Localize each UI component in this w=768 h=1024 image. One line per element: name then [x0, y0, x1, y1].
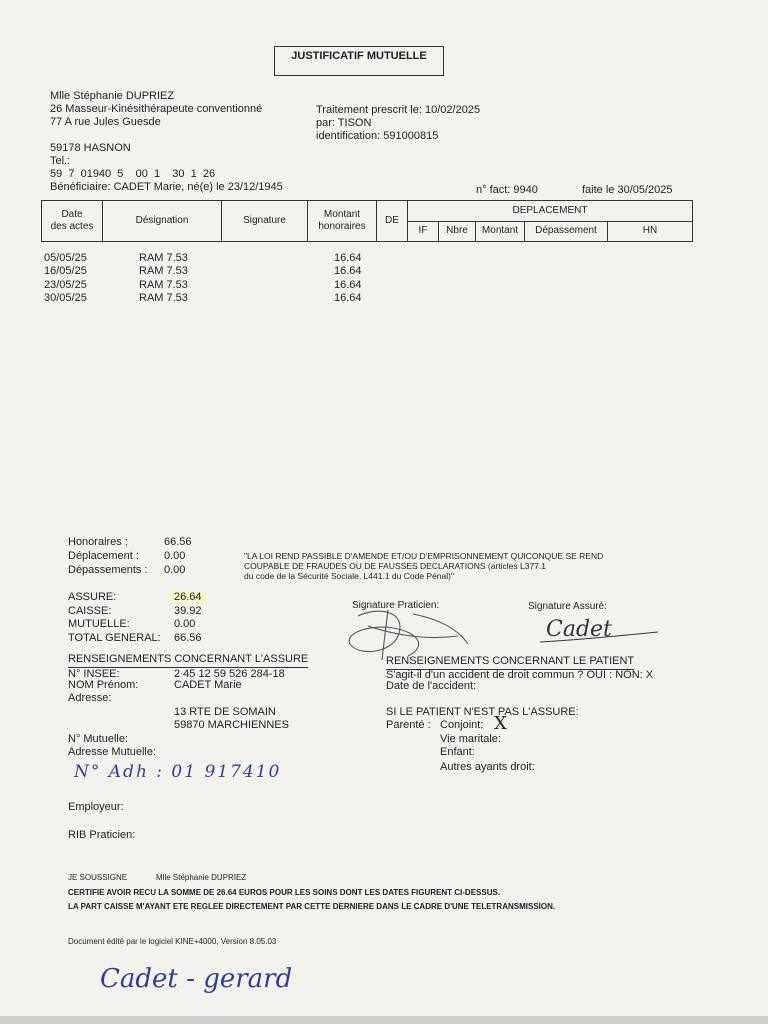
practitioner-name: Mlle Stéphanie DUPRIEZ — [50, 90, 175, 102]
depassements-value: 0.00 — [164, 564, 186, 576]
col-designation: Désignation — [103, 201, 222, 242]
certification-name: Mlle Stéphanie DUPRIEZ — [156, 873, 247, 882]
deplacement-value: 0.00 — [164, 550, 186, 562]
assure-label: ASSURE: — [68, 591, 117, 603]
col-deplacement: DEPLACEMENT — [408, 201, 693, 222]
rib-label: RIB Praticien: — [68, 829, 136, 841]
handwritten-footer: Cadet - gerard — [100, 964, 293, 994]
col-if: IF — [408, 221, 439, 242]
assure-value: 26.64 — [170, 591, 206, 604]
mutuelle-label: MUTUELLE: — [68, 618, 130, 630]
legal-line-3: du code de la Sécurité Sociale, L441.1 du Code Pénal)" — [244, 571, 454, 581]
act-date: 23/05/25 — [44, 279, 87, 291]
col-montant: Montant honoraires — [308, 201, 377, 242]
certification-line-1: CERTIFIE AVOIR RECU LA SOMME DE 26.64 EUROS POUR LES SOINS DONT LES DATES FIGURENT CI-DESSUS. — [68, 888, 501, 897]
signature-praticien-label: Signature Praticien: — [352, 600, 440, 611]
col-montant-deplacement: Montant — [476, 221, 525, 242]
name-value: CADET Marie — [174, 679, 242, 691]
software-note: Document édité par le logiciel KINE+4000, Version 8.05.03 — [68, 937, 277, 946]
act-amount: 16.64 — [334, 265, 362, 277]
not-insured-heading: SI LE PATIENT N'EST PAS L'ASSURE: — [386, 706, 579, 718]
act-amount: 16.64 — [334, 252, 362, 264]
insured-heading: RENSEIGNEMENTS CONCERNANT L'ASSURE — [68, 653, 308, 668]
caisse-label: CAISSE: — [68, 605, 112, 617]
act-date: 30/05/25 — [44, 292, 87, 304]
patient-heading: RENSEIGNEMENTS CONCERNANT LE PATIENT — [386, 655, 634, 670]
certification-line-2: LA PART CAISSE M'AYANT ETE REGLEE DIRECTEMENT PAR CETTE DERNIERE DANS LE CADRE D'UNE TELETRANSMISSION. — [68, 902, 556, 911]
vie-maritale-label: Vie maritale: — [440, 733, 501, 745]
scan-edge — [0, 1016, 768, 1024]
act-amount: 16.64 — [334, 279, 362, 291]
total-label: TOTAL GENERAL: — [68, 632, 161, 644]
practitioner-city: 59178 HASNON — [50, 142, 131, 154]
col-hn: HN — [608, 221, 693, 242]
signature-assure-label: Signature Assuré: — [528, 601, 607, 612]
document-title: JUSTIFICATIF MUTUELLE — [274, 46, 444, 76]
act-designation: RAM 7.53 — [139, 292, 188, 304]
assure-signature-stroke-icon — [538, 630, 660, 646]
col-de: DE — [377, 201, 408, 242]
address-street: 13 RTE DE SOMAIN — [174, 706, 276, 718]
acts-table-header — [41, 200, 693, 242]
act-designation: RAM 7.53 — [139, 279, 188, 291]
caisse-value: 39.92 — [174, 605, 202, 617]
parente-label: Parenté : — [386, 719, 431, 731]
legal-line-1: "LA LOI REND PASSIBLE D'AMENDE ET/OU D'EMPRISONNEMENT QUICONQUE SE REND — [244, 551, 604, 561]
legal-line-2: COUPABLE DE FRAUDES OU DE FAUSSES DECLARATIONS (articles L377.1 — [244, 561, 546, 571]
beneficiary-line: Bénéficiaire: CADET Marie, né(e) le 23/12/1945 — [50, 181, 283, 193]
assure-signature: Cadet — [546, 617, 612, 642]
act-designation: RAM 7.53 — [139, 252, 188, 264]
insee-value: 2 45 12 59 526 284-18 — [174, 668, 285, 680]
practitioner-profession: 26 Masseur-Kinésithérapeute conventionné — [50, 103, 263, 115]
autres-label: Autres ayants droit: — [440, 761, 535, 773]
accident-question: S'agit-il d'un accident de droit commun ? OUI : NON: X — [386, 669, 654, 681]
col-date: Date des actes — [42, 201, 103, 242]
depassements-label: Dépassements : — [68, 564, 148, 576]
honoraires-label: Honoraires : — [68, 536, 128, 548]
employer-label: Employeur: — [68, 801, 124, 813]
prescription-identification: identification: 591000815 — [316, 130, 439, 142]
enfant-label: Enfant: — [440, 746, 475, 758]
col-signature: Signature — [222, 201, 308, 242]
prescription-date: Traitement prescrit le: 10/02/2025 — [316, 104, 481, 116]
act-date: 05/05/25 — [44, 252, 87, 264]
address-city: 59870 MARCHIENNES — [174, 719, 289, 731]
practitioner-tel-label: Tel.: — [50, 155, 71, 167]
practitioner-code: 59 7 01940 5 00 1 30 1 26 — [50, 168, 216, 180]
act-amount: 16.64 — [334, 292, 362, 304]
accident-date-label: Date de l'accident: — [386, 680, 477, 692]
deplacement-label: Déplacement : — [68, 550, 139, 562]
insee-label: N° INSEE: — [68, 668, 120, 680]
honoraires-value: 66.56 — [164, 536, 192, 548]
act-date: 16/05/25 — [44, 265, 87, 277]
address-label: Adresse: — [68, 692, 112, 704]
practitioner-address: 77 A rue Jules Guesde — [50, 116, 161, 128]
mutuelle-number-label: N° Mutuelle: — [68, 733, 129, 745]
conjoint-check-mark: X — [494, 713, 507, 734]
act-designation: RAM 7.53 — [139, 265, 188, 277]
col-nbre: Nbre — [439, 221, 476, 242]
je-soussigne: JE SOUSSIGNE — [68, 873, 128, 882]
name-label: NOM Prénom: — [68, 679, 139, 691]
mutuelle-value: 0.00 — [174, 618, 196, 630]
invoice-number: n° fact: 9940 — [476, 184, 538, 196]
col-depassement: Dépassement — [525, 221, 608, 242]
conjoint-label: Conjoint: — [440, 719, 484, 731]
mutuelle-address-label: Adresse Mutuelle: — [68, 746, 157, 758]
handwritten-adh-number: N° Adh : 01 917410 — [74, 762, 282, 782]
total-value: 66.56 — [174, 632, 202, 644]
invoice-date: faite le 30/05/2025 — [582, 184, 673, 196]
prescription-by: par: TISON — [316, 117, 372, 129]
